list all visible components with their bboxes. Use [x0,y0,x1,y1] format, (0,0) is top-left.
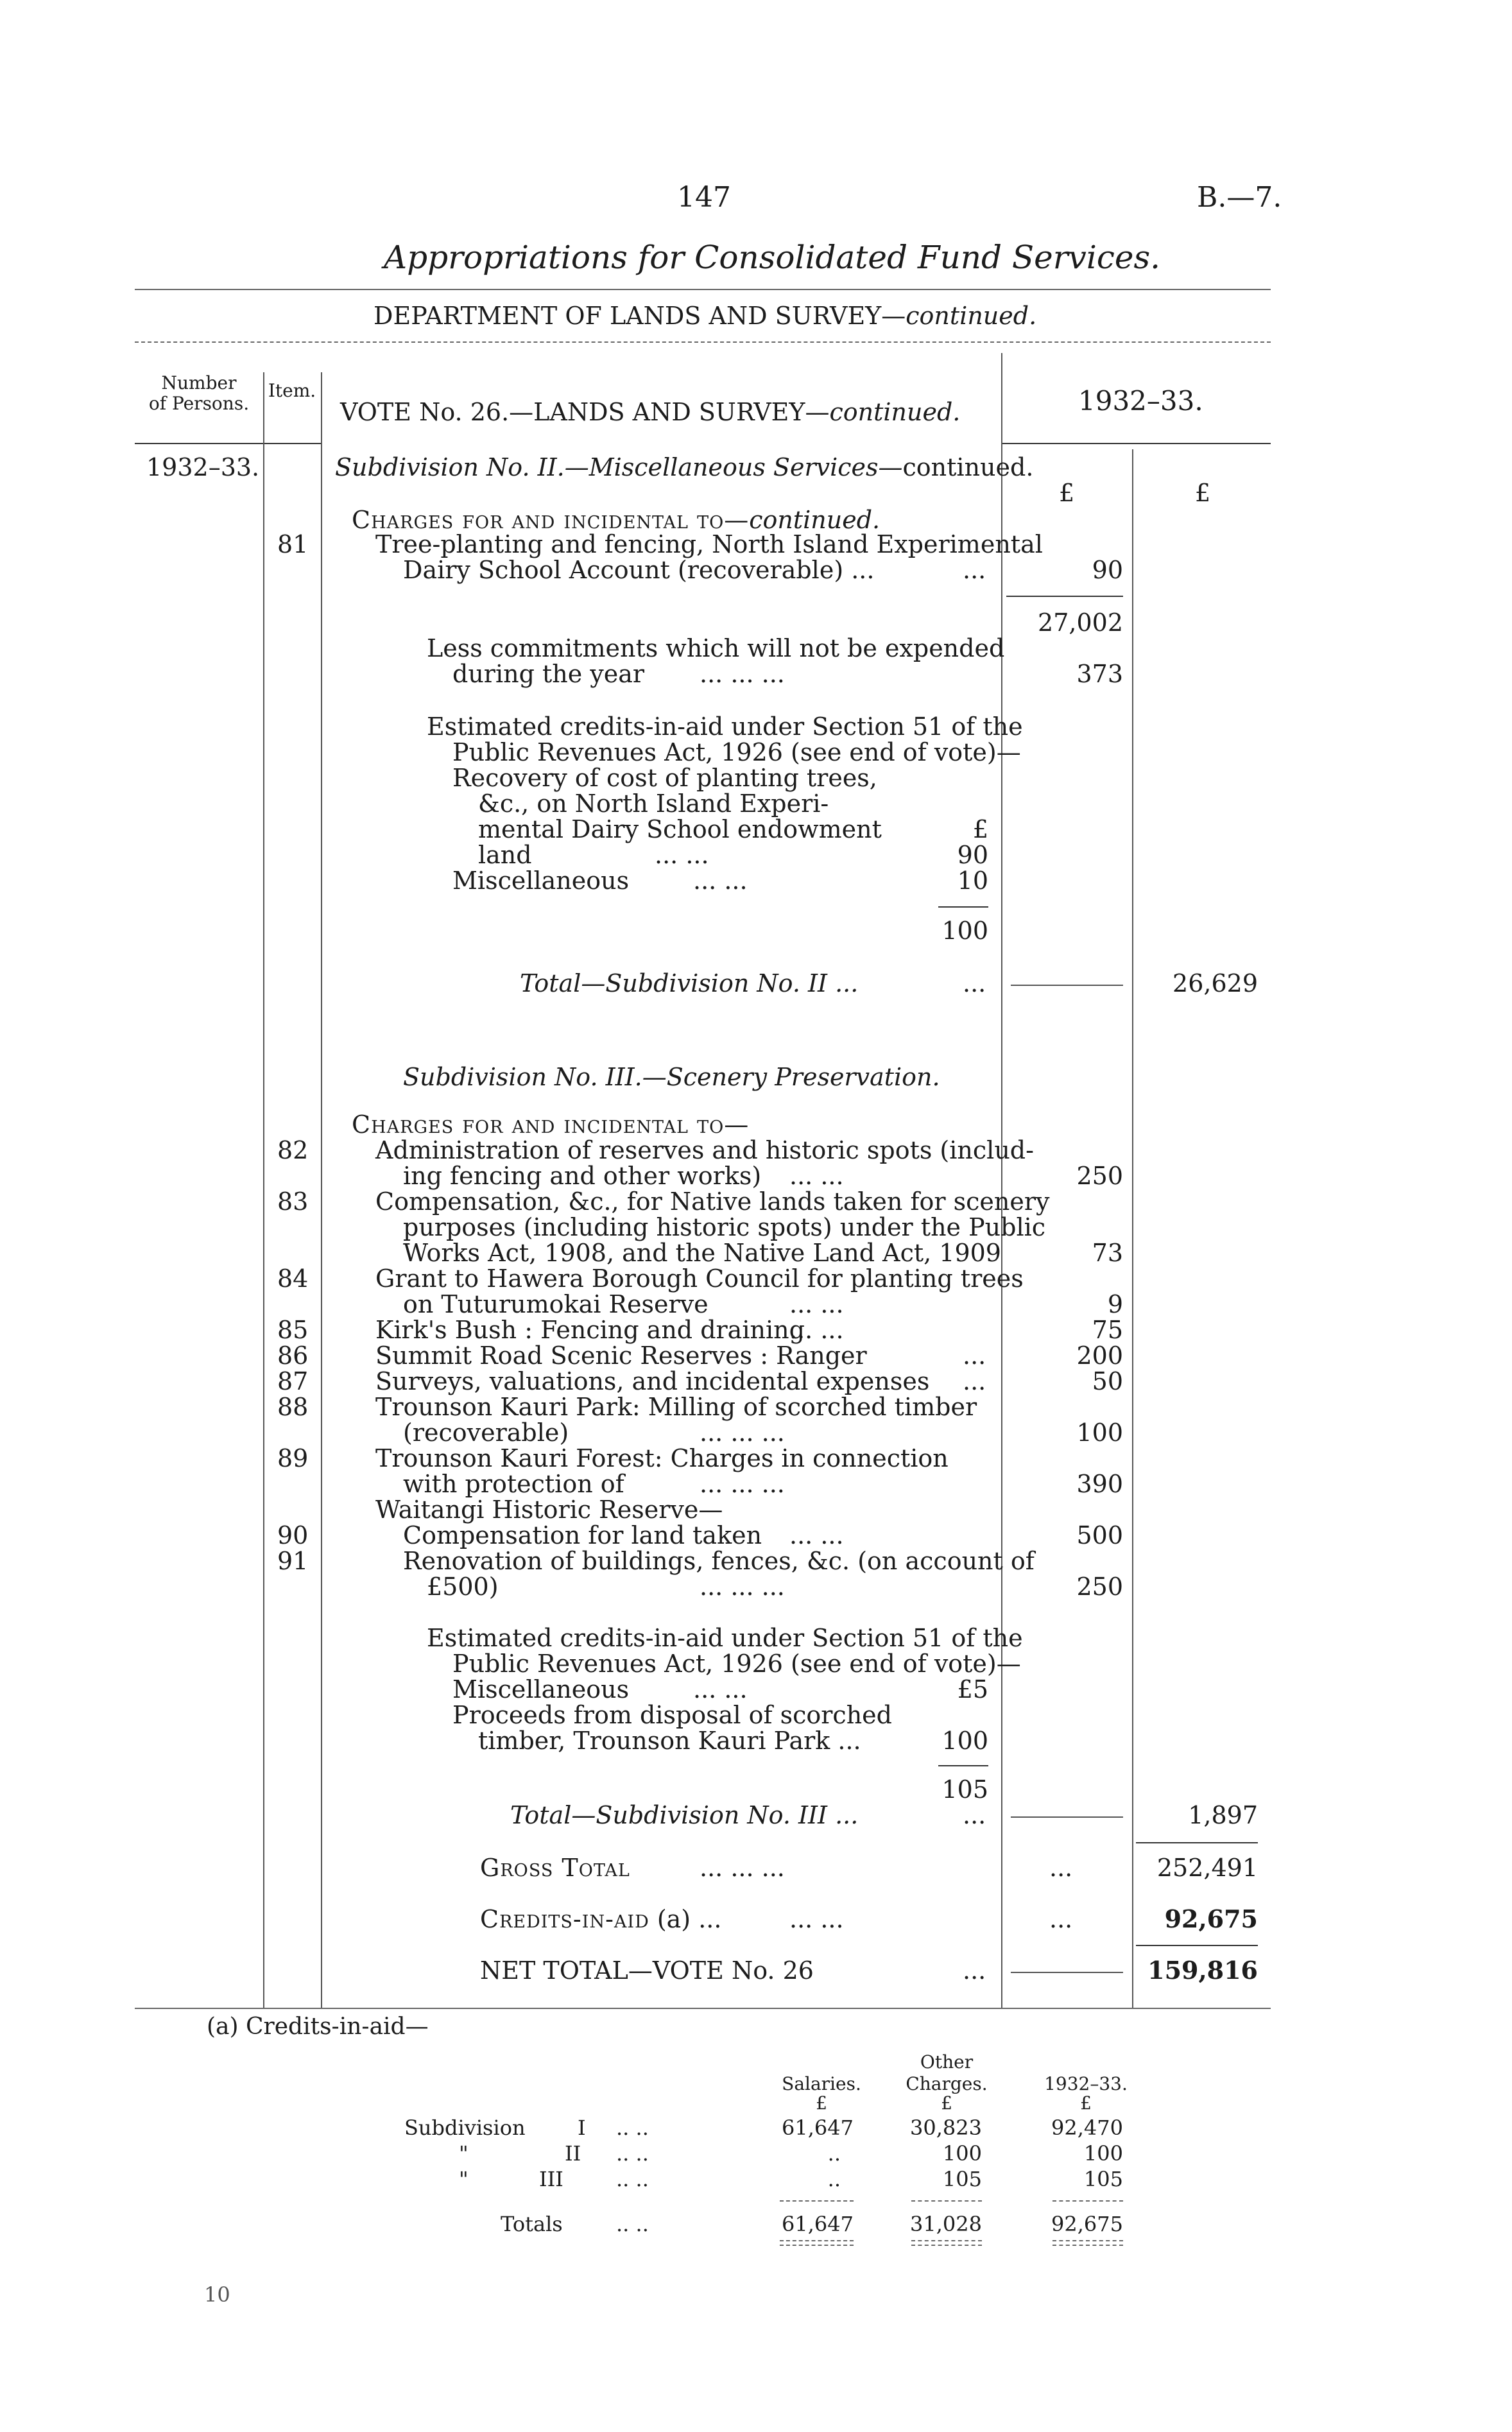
credits-total: 100 [941,917,988,945]
subdivision-2-continued: continued. [902,453,1034,481]
item-number: 90 [277,1521,309,1549]
footnote-col-other-1: Other [920,2051,974,2073]
credits-line4: &c., on North Island Experi- [478,789,829,818]
waitangi-heading: Waitangi Historic Reserve— [375,1496,723,1524]
item-number: 83 [277,1187,309,1216]
footnote-rule [911,2200,982,2202]
footnote-row-num: II [565,2141,581,2166]
leader-dots: ... ... [789,1905,844,1933]
item-81-amount: 90 [1092,556,1123,584]
credits3-proceeds-line1: Proceeds from disposal of scorched [452,1701,892,1729]
department-heading [374,302,1036,330]
net-total-value: 159,816 [1147,1956,1258,1985]
page-title: Appropriations for Consolidated Fund Services. [384,239,1161,276]
leader-dots: .. .. [616,2167,649,2191]
title-rule [135,289,1271,290]
net-rule [1136,1945,1258,1946]
item-82-line2: ing fencing and other works) [403,1162,762,1190]
footnote-totals-salaries: 61,647 [782,2212,854,2236]
leader-dots: ... [963,1956,986,1985]
net-dash [1011,1972,1123,1973]
pound-sign-total-col: £ [1195,479,1211,507]
credits-line2: Public Revenues Act, 1926 (see end of vote)— [452,738,1021,766]
sub2-total-amount: 26,629 [1173,969,1258,997]
item-90-amount: 500 [1076,1521,1123,1549]
leader-dots: ... [963,1801,986,1829]
footnote-double-rule [911,2240,982,2241]
credits-mid-dots: ... [1049,1905,1073,1933]
footnote-salaries: 61,647 [782,2116,854,2140]
item-89-line1: Trounson Kauri Forest: Charges in connection [375,1444,949,1472]
footnote-double-rule [780,2245,854,2246]
footnote-totals-other: 31,028 [910,2212,982,2236]
credits-pound-sign: £ [972,815,988,843]
item-84-amount: 9 [1107,1290,1123,1318]
item-89-amount: 390 [1076,1470,1123,1498]
pound-sign-amount-col: £ [1059,479,1075,507]
item-number: 86 [277,1341,309,1370]
item-83-line2: purposes (including historic spots) under the Public [403,1213,1046,1241]
rule-amount-total [1132,449,1133,2009]
credits-in-aid-value: 92,675 [1164,1904,1258,1933]
credits-rule [938,906,988,908]
leader-dots: ... [963,556,986,584]
item-90-line1: Compensation for land taken [403,1521,762,1549]
footnote-col-salaries: Salaries. [782,2073,861,2094]
footnote-col-year: 1932–33. [1044,2073,1128,2094]
footnote-totals-label: Totals [501,2212,563,2236]
footnote-row-label: " [459,2167,468,2191]
leader-dots: ... ... [789,1162,844,1190]
credits-in-aid-row [480,1906,721,1932]
footnote-row-label: " [459,2141,468,2166]
item-number: 88 [277,1393,309,1421]
table-bottom-rule [135,2008,1271,2009]
credits3-miscellaneous: Miscellaneous [452,1675,630,1703]
charges-continued: continued. [749,506,881,534]
credits3-line1: Estimated credits-in-aid under Section 51 of the [427,1624,1023,1652]
item-84-line1: Grant to Hawera Borough Council for planting trees [375,1264,1024,1293]
credits3-total: 105 [941,1775,988,1804]
item-header: Item. [268,380,316,401]
leader-dots: ... ... [693,867,748,895]
credits3-proceeds-amount: 100 [941,1727,988,1755]
item-85-line1: Kirk's Bush : Fencing and draining [375,1316,805,1344]
net-total-amount [1142,1958,1258,1983]
leader-dots: ... ... [789,1316,844,1344]
item-87-line1: Surveys, valuations, and incidental expenses [375,1367,930,1395]
footnote-double-rule [780,2240,854,2241]
footnote-double-rule [1052,2240,1123,2241]
credits-in-aid-amount [1142,1906,1258,1932]
credits-in-aid-label: Credits-in-aid [480,1905,649,1933]
leader-dots: ... ... ... [700,1419,785,1447]
footnote-double-rule [911,2245,982,2246]
less-amount: 373 [1076,660,1123,688]
item-86-line1: Summit Road Scenic Reserves : Ranger [375,1341,867,1370]
year-header: 1932–33. [1078,385,1203,417]
footnote-rule [780,2200,854,2202]
footnote-year: 105 [1083,2167,1123,2191]
footnote-year: 92,470 [1051,2116,1123,2140]
footnote-row-num: III [539,2167,563,2191]
item-83-line3: Works Act, 1908, and the Native Land Act, 1909 [403,1239,1001,1267]
credits-line1: Estimated credits-in-aid under Section 51 of the [427,712,1023,741]
footnote-totals-year: 92,675 [1051,2212,1123,2236]
item-number: 81 [277,530,309,558]
item-81-line2: Dairy School Account (recoverable) ... [403,556,875,584]
item-86-amount: 200 [1076,1341,1123,1370]
charges-label: Charges for and incidental to— [352,506,750,534]
credits-line5: mental Dairy School endowment [478,815,882,843]
item-89-line2: with protection of [403,1470,624,1498]
item-88-amount: 100 [1076,1419,1123,1447]
credits-miscellaneous: Miscellaneous [452,867,630,895]
credits-land-amount: 90 [957,841,988,869]
subtotal-rule [1006,596,1123,597]
gross-total-amount: 252,491 [1156,1854,1258,1882]
footnote-other: 100 [942,2141,982,2166]
persons-header-line2: of Persons. [148,393,250,414]
item-91-amount: 250 [1076,1573,1123,1601]
item-83-line1: Compensation, &c., for Native lands taken for scenery [375,1187,1050,1216]
item-number: 89 [277,1444,309,1472]
subdivision-2-title: Subdivision No. II.—Miscellaneous Services— [335,453,903,481]
item-84-line2: on Tuturumokai Reserve [403,1290,709,1318]
vote-continued: continued. [829,398,961,426]
footnote-pound-1: £ [816,2092,827,2114]
leader-dots: .. .. [616,2212,649,2236]
less-line1: Less commitments which will not be expended [427,634,1005,662]
leader-dots: ... ... ... [700,660,785,688]
rule-desc-amount [1001,353,1002,2009]
item-82-line1: Administration of reserves and historic spots (includ- [375,1136,1034,1164]
leader-dots: ... [963,1341,986,1370]
gross-rule [1136,1842,1258,1843]
header-rule-left [135,443,321,444]
item-87-amount: 50 [1092,1367,1123,1395]
item-number: 87 [277,1367,309,1395]
gross-total-label: Gross Total [480,1854,630,1882]
department-continued: continued. [906,302,1037,330]
footnote-col-other-2: Charges. [906,2073,988,2094]
footnote-other: 30,823 [910,2116,982,2140]
department-name: DEPARTMENT OF LANDS AND SURVEY— [374,302,906,330]
credits-misc-amount: 10 [957,867,988,895]
document-reference: B.—7. [1197,181,1282,214]
leader-dots: ... ... [655,841,709,869]
footnote-salaries: .. [827,2141,841,2166]
leader-dots: .. .. [616,2116,649,2140]
footnote-salaries: .. [827,2167,841,2191]
leader-dots: ... ... ... [700,1854,785,1882]
header-rule-right [1002,443,1271,444]
credits3-misc-amount: £5 [957,1675,988,1703]
footnote-label: (a) Credits-in-aid— [207,2014,429,2040]
rule-persons-item [263,372,264,2009]
leader-dots: ... ... [789,1290,844,1318]
credits-in-aid-note: (a) ... [657,1905,722,1933]
item-81-line1: Tree-planting and fencing, North Island Experimental [375,530,1043,558]
item-88-line2: (recoverable) [403,1419,569,1447]
leader-dots: ... ... ... [700,1573,785,1601]
vote-header [340,398,960,426]
department-rule [135,341,1271,343]
item-number: 82 [277,1136,309,1164]
credits3-proceeds-line2: timber, Trounson Kauri Park ... [478,1727,861,1755]
less-line2: during the year [452,660,645,688]
item-number: 84 [277,1264,309,1293]
item-88-line1: Trounson Kauri Park: Milling of scorched timber [375,1393,977,1421]
sub2-total-label: Total—Subdivision No. II ... [520,969,859,997]
credits3-line2: Public Revenues Act, 1926 (see end of vote)— [452,1650,1021,1678]
footnote-pound-3: £ [1080,2092,1092,2114]
footnote-rule [1052,2200,1123,2202]
footnote-double-rule [1052,2245,1123,2246]
footnote-pound-2: £ [941,2092,952,2114]
vote-title: VOTE No. 26.—LANDS AND SURVEY— [340,398,830,426]
sub3-total-label: Total—Subdivision No. III ... [510,1801,859,1829]
persons-header-line1: Number [161,372,237,393]
charges-heading-3: Charges for and incidental to— [352,1110,750,1139]
item-91-line1: Renovation of buildings, fences, &c. (on account of [403,1547,1035,1575]
credits3-rule [938,1765,988,1766]
item-number: 91 [277,1547,309,1575]
leader-dots: ... [963,1367,986,1395]
credits-line3: Recovery of cost of planting trees, [452,764,877,792]
printer-mark: 10 [204,2282,230,2307]
footnote-row-label: Subdivision [404,2116,526,2140]
leader-dots: ... [963,969,986,997]
rule-item-desc [321,372,322,2009]
sub3-total-amount: 1,897 [1188,1801,1258,1829]
sub2-subtotal: 27,002 [1038,608,1123,637]
page-number: 147 [677,181,731,214]
item-83-amount: 73 [1092,1239,1123,1267]
leader-dots: .. .. [616,2141,649,2166]
leader-dots: ... ... [693,1675,748,1703]
subdivision-2-heading [335,454,1033,480]
footnote-other: 105 [942,2167,982,2191]
subdivision-3-heading: Subdivision No. III.—Scenery Preservation. [403,1063,940,1091]
credits-line6: land [478,841,532,869]
charges-heading-2 [352,507,880,533]
persons-year-label: 1932–33. [146,453,260,481]
total-dash [1011,1816,1123,1818]
leader-dots: ... ... ... [700,1470,785,1498]
item-85-amount: 75 [1092,1316,1123,1344]
total-dash [1011,985,1123,986]
leader-dots: ... ... [789,1521,844,1549]
net-total-label: NET TOTAL—VOTE No. 26 [480,1956,814,1985]
item-number: 85 [277,1316,309,1344]
footnote-year: 100 [1083,2141,1123,2166]
footnote-row-num: I [578,2116,586,2140]
gross-total-mid-dots: ... [1049,1854,1073,1882]
item-91-line2: £500) [427,1573,499,1601]
item-82-amount: 250 [1076,1162,1123,1190]
